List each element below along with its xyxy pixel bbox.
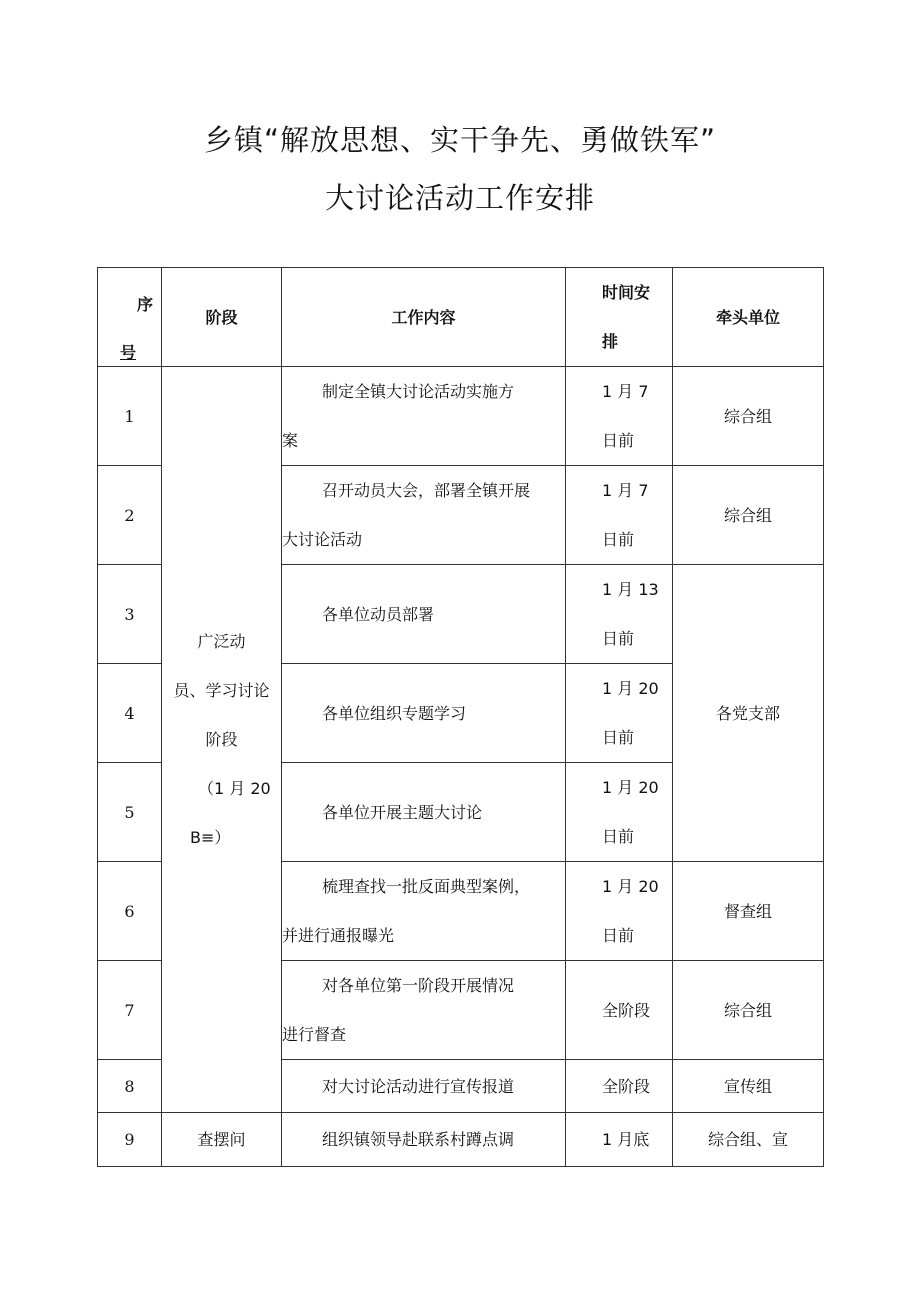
row-content-line2: 案 [282, 431, 299, 450]
table-row [98, 1113, 824, 1167]
row-time: 全阶段 [566, 961, 673, 1060]
row-content [282, 763, 566, 862]
row-index: 1 [98, 367, 162, 466]
row-time-line1: 1 月 20 [602, 778, 659, 797]
header-time-line2: 排 [602, 332, 619, 351]
row-index: 8 [98, 1060, 162, 1113]
document-title-line1: 乡镇“解放思想、实干争先、勇做铁军” [203, 123, 717, 157]
row-time-line1: 1 月 20 [602, 877, 659, 896]
row-time [566, 763, 673, 862]
row-content [282, 565, 566, 664]
header-index-line2: 号 [120, 343, 137, 362]
row-content-line2: 并进行通报曝光 [282, 926, 395, 945]
row-time [566, 466, 673, 565]
row-index: 7 [98, 961, 162, 1060]
row-content [282, 862, 566, 961]
row-time [566, 862, 673, 961]
row-time-line1: 1 月 20 [602, 679, 659, 698]
stage-line: 广泛动 [197, 632, 246, 651]
row-content-line2: 大讨论活动 [282, 530, 363, 549]
row-index: 2 [98, 466, 162, 565]
row-time-line1: 1 月 13 [602, 580, 659, 599]
row-content [282, 367, 566, 466]
row-time [566, 565, 673, 664]
row-content-line1: 召开动员大会，部署全镇开展 [322, 481, 531, 500]
row-content-line1: 组织镇领导赴联系村蹲点调 [322, 1130, 515, 1149]
stage-cell [162, 367, 282, 1113]
row-content-line2: 进行督查 [282, 1025, 347, 1044]
row-index: 6 [98, 862, 162, 961]
stage-line: （1 月 20 [198, 779, 271, 798]
header-time-line1: 时间安 [602, 283, 651, 302]
row-unit: 各党支部 [673, 565, 824, 862]
row-content-line1: 对大讨论活动进行宣传报道 [322, 1076, 515, 1096]
row-time-line1: 1 月 7 [602, 382, 649, 401]
row-unit: 综合组 [673, 367, 824, 466]
row-unit: 综合组、宣 [673, 1113, 824, 1167]
row-index: 4 [98, 664, 162, 763]
header-unit: 牵头单位 [673, 268, 824, 367]
row-content-line1: 梳理查找一批反面典型案例， [322, 877, 531, 896]
row-time-line2: 日前 [602, 530, 635, 549]
schedule-table [97, 267, 824, 1167]
row-index: 9 [98, 1113, 162, 1167]
header-time [566, 268, 673, 367]
header-stage: 阶段 [162, 268, 282, 367]
row-stage: 查摆问 [162, 1113, 282, 1167]
row-time-line2: 日前 [602, 431, 635, 450]
row-index: 3 [98, 565, 162, 664]
row-index: 5 [98, 763, 162, 862]
row-time [566, 664, 673, 763]
row-unit: 综合组 [673, 466, 824, 565]
row-time-line1: 1 月 7 [602, 481, 649, 500]
header-index-line1: 序 [136, 295, 153, 314]
row-content-line1: 各单位组织专题学习 [322, 703, 467, 723]
row-unit: 宣传组 [673, 1060, 824, 1113]
row-content-line1: 制定全镇大讨论活动实施方 [322, 382, 515, 401]
row-content [282, 1060, 566, 1113]
row-content [282, 664, 566, 763]
stage-line: B≡） [190, 828, 231, 847]
row-time [566, 367, 673, 466]
row-time-line2: 日前 [602, 728, 635, 747]
row-content-line1: 对各单位第一阶段开展情况 [322, 976, 515, 995]
stage-line: 阶段 [205, 730, 238, 749]
row-content [282, 1113, 566, 1167]
table-row [98, 367, 824, 466]
row-time-line2: 日前 [602, 926, 635, 945]
stage-line: 员、学习讨论 [173, 681, 270, 700]
row-unit: 综合组 [673, 961, 824, 1060]
row-unit: 督查组 [673, 862, 824, 961]
header-content: 工作内容 [282, 268, 566, 367]
row-time: 全阶段 [566, 1060, 673, 1113]
document-title-line2: 大讨论活动工作安排 [324, 181, 595, 215]
row-content-line1: 各单位动员部署 [322, 604, 435, 624]
row-time-line2: 日前 [602, 629, 635, 648]
table-header-row [98, 268, 824, 367]
row-content [282, 466, 566, 565]
row-content-line1: 各单位开展主题大讨论 [322, 802, 483, 822]
row-time-line2: 日前 [602, 827, 635, 846]
row-time: 1 月底 [566, 1113, 673, 1167]
row-content [282, 961, 566, 1060]
header-index [98, 268, 162, 367]
